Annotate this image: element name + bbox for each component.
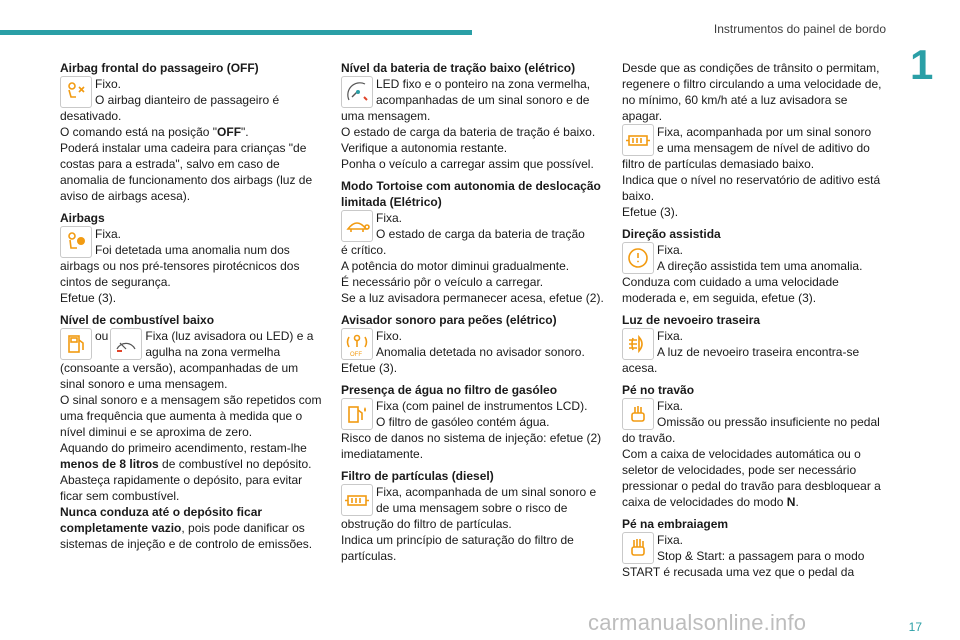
rear-fog-icon	[622, 328, 654, 360]
section-airbag-passenger: Airbag frontal do passageiro (OFF) Fixo. O airbag dianteiro de passageiro é desativado. O comando está na posição "OFF". Poderá instalar uma cadeira para crianças "de costas para a estrada", salvo em caso de anomalia de funcionamento dos airbags (luz de aviso de airbags acesa).	[60, 60, 322, 204]
section-tortoise-mode: Modo Tortoise com autonomia de deslocação limitada (Elétrico) Fixa. O estado de carga da bateria de tração é crítico. A potência do motor diminui gradualmente. É necessário pôr o veículo a carregar. Se a luz avisadora permanecer acesa, efetue (2).	[341, 178, 607, 306]
section-title: Airbag frontal do passageiro (OFF)	[60, 61, 259, 75]
section-water-in-diesel: Presença de água no filtro de gasóleo Fixa (com painel de instrumentos LCD). O filtro de gasóleo contém água. Risco de danos no sistema de injeção: efetue (2) imediatamente.	[341, 382, 607, 462]
particle-filter-icon	[341, 484, 373, 516]
section-title: Pé na embraiagem	[622, 517, 729, 531]
airbag-icon	[60, 226, 92, 258]
airbag-passenger-off-icon	[60, 76, 92, 108]
section-traction-battery: Nível da bateria de tração baixo (elétrico) LED fixo e o ponteiro na zona vermelha, acompanhadas de um sinal sonoro e de uma mensagem. O estado de carga da bateria de tração é baixo. Verifique a autonomia restante. Ponha o veículo a carregar assim que possível.	[341, 60, 607, 172]
column-3	[622, 60, 888, 586]
header-title: Instrumentos do painel de bordo	[713, 22, 886, 36]
section-title: Filtro de partículas (diesel)	[341, 469, 494, 483]
page-number: 17	[908, 620, 922, 634]
section-pedestrian-horn: Avisador sonoro para peões (elétrico) OFF Fixo. Anomalia detetada no avisador sonoro. Efetue (3).	[341, 312, 607, 376]
section-title: Presença de água no filtro de gasóleo	[341, 383, 558, 397]
section-rear-fog: Luz de nevoeiro traseira Fixa. A luz de nevoeiro traseira encontra-se acesa.	[622, 312, 888, 376]
pedestrian-horn-icon	[341, 328, 373, 360]
power-steering-icon	[622, 242, 654, 274]
section-brake-pedal: Pé no travão Fixa. Omissão ou pressão insuficiente no pedal do travão. Com a caixa de velocidades automática ou o seletor de velocidades, pode ser necessário pressionar o pedal do travão para desbloquear a caixa de velocidades do modo N.	[622, 382, 888, 510]
column-2	[341, 60, 607, 570]
section-particle-filter-continued: Desde que as condições de trânsito o permitam, regenere o filtro circulando a uma velocidade de, no mínimo, 60 km/h até a luz avisadora se apagar. Fixa, acompanhada por um sinal sonoro e uma mensagem de nível de aditivo do filtro de partículas demasiado baixo. Indica que o nível no reservatório de aditivo está baixo. Efetue (3).	[622, 61, 882, 219]
section-title: Airbags	[60, 211, 105, 225]
particle-filter-additive-icon	[622, 124, 654, 156]
section-low-fuel: Nível de combustível baixo ou Fixa (luz avisadora ou LED) e a agulha na zona vermelha (consoante a versão), acompanhadas de um sinal sonoro e uma mensagem. O sinal sonoro e a mensagem são repetidos com uma frequência que aumenta à medida que o nível diminui e se aproxima de zero. Aquando do primeiro acendimento, restam-lhe menos de 8 litros de combustível no depósito. Abasteça rapidamente o depósito, para evitar ficar sem combustível. Nunca conduza até o depósito ficar completamente vazio, pois pode danificar os sistemas de injeção e de controlo de emissões.	[60, 313, 322, 551]
section-particle-filter: Filtro de partículas (diesel) Fixa, acompanhada de um sinal sonoro e de uma mensagem sobre o risco de obstrução do filtro de partículas. Indica um princípio de saturação do filtro de partículas.	[341, 468, 607, 564]
section-clutch-pedal: Pé na embraiagem Fixa. Stop & Start: a passagem para o modo START é recusada uma vez que o pedal da	[622, 516, 888, 580]
brake-pedal-icon	[622, 398, 654, 430]
section-title: Nível da bateria de tração baixo (elétrico)	[341, 61, 576, 75]
section-title: Modo Tortoise com autonomia de deslocação limitada (Elétrico)	[341, 179, 601, 209]
section-title: Direção assistida	[622, 227, 721, 241]
watermark: carmanualsonline.info	[588, 610, 807, 635]
clutch-pedal-icon	[622, 532, 654, 564]
section-title: Pé no travão	[622, 383, 695, 397]
svg-text:OFF: OFF	[350, 352, 362, 358]
chapter-number: 1	[910, 41, 934, 88]
tortoise-icon	[341, 210, 373, 242]
battery-gauge-icon	[341, 76, 373, 108]
section-airbags: Airbags Fixa. Foi detetada uma anomalia num dos airbags ou nos pré-tensores pirotécnicos dos cintos de segurança. Efetue (3).	[60, 210, 322, 306]
fuel-icon	[60, 328, 92, 360]
water-in-diesel-icon	[341, 398, 373, 430]
section-title: Nível de combustível baixo	[60, 313, 215, 327]
fuel-gauge-icon	[110, 328, 142, 360]
section-power-steering: Direção assistida Fixa. A direção assistida tem uma anomalia. Conduza com cuidado a uma velocidade moderada e, em seguida, efetue (3).	[622, 226, 888, 306]
column-1	[60, 60, 322, 558]
section-title: Avisador sonoro para peões (elétrico)	[341, 313, 557, 327]
section-title: Luz de nevoeiro traseira	[622, 313, 761, 327]
header-accent-bar	[0, 30, 472, 35]
